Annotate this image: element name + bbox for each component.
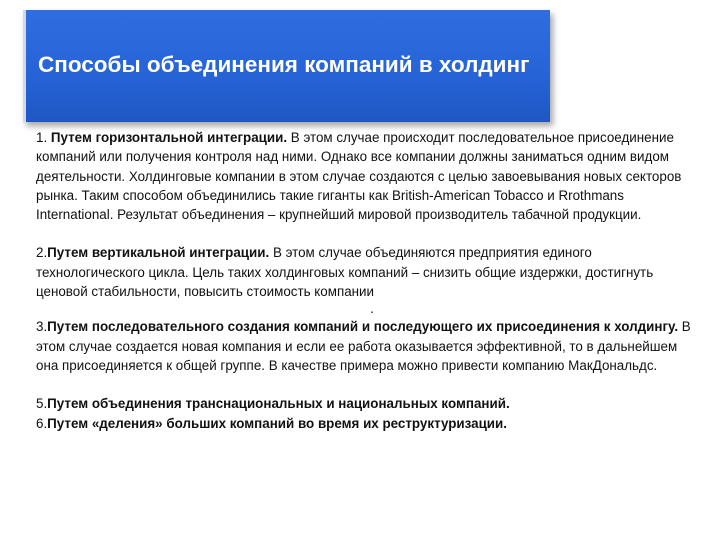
spacer [36, 224, 696, 243]
item-number: 1. [36, 130, 51, 145]
item-heading: Путем объединения транснациональных и национальных компаний. [47, 396, 510, 412]
item-heading: Путем последовательного создания компаний и последующего их присоединения к холдингу. [47, 319, 679, 335]
item-heading: Путем вертикальной интеграции. [47, 245, 270, 261]
method-item-2 [36, 243, 696, 301]
method-item-5 [36, 394, 696, 413]
item-number: 5. [36, 396, 48, 412]
item-heading: Путем горизонтальной интеграции. [50, 130, 288, 145]
item-text: В этом случае создается новая компания и если ее работа оказывается эффективной, то в дальнейшем она присоединяется к общей группе. В качестве примера можно привести компанию МакДональдс. [36, 319, 691, 373]
method-item-6 [36, 414, 696, 433]
item-number: 2. [36, 245, 48, 261]
item-number: 3. [36, 319, 48, 335]
item-number: 6. [36, 415, 48, 431]
method-item-3 [36, 317, 696, 375]
spacer [36, 375, 696, 394]
title-banner [23, 10, 550, 122]
item-text: В этом случае объединяются предприятия единого технологического цикла. Цель таких холдинговых компаний – снизить общие издержки, достигнуть ценовой стабильности, повысить стоимость компании [36, 245, 654, 300]
item-text: В этом случае происходит последовательное присоединение компаний или получения контроля над ними. Однако все компании должны заниматься одним видом деятельности. Холдинговые компании в этом случае создаются с целью завоевывания новых секторов рынка. Таким способом объединились такие гиганты как British-American Tobacco и Rrothmans International. Результат объединения – крупнейший мировой производитель табачной продукции. [36, 130, 682, 223]
item-heading: Путем «деления» больших компаний во время их реструктуризации. [47, 415, 507, 431]
stray-dot: . [370, 301, 374, 317]
slide-title: Способы объединения компаний в холдинг [38, 52, 530, 77]
slide-body [36, 128, 696, 433]
method-item-1 [36, 128, 696, 224]
